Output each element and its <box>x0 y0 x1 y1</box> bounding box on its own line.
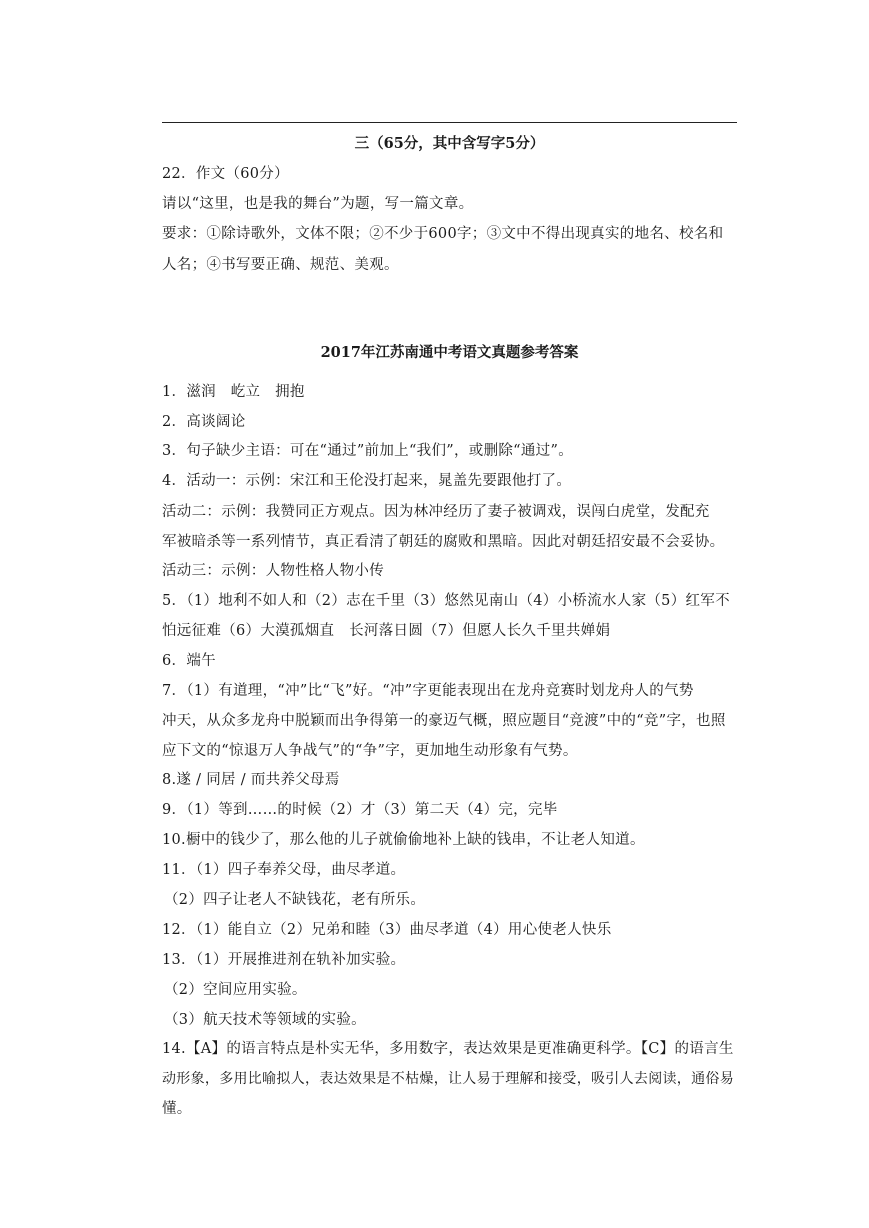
answer-line: 5．（1）地利不如人和（2）志在千里（3）悠然见南山（4）小桥流水人家（5）红军不 <box>162 593 730 609</box>
essay-requirements-line-1: 要求：①除诗歌外，文体不限；②不少于600字；③文中不得出现真实的地名、校名和 <box>162 226 724 242</box>
answer-line: 4．活动一：示例：宋江和王伦没打起来，晁盖先要跟他打了。 <box>162 473 572 489</box>
answer-line: 动形象，多用比喻拟人，表达效果是不枯燥，让人易于理解和接受，吸引人去阅读，通俗易 <box>162 1071 734 1087</box>
answer-line: 14.【A】的语言特点是朴实无华，多用数字，表达效果是更准确更科学。【C】的语言生 <box>162 1041 734 1057</box>
answers-title: 2017年江苏南通中考语文真题参考答案 <box>320 344 579 361</box>
answer-line: 2．高谈阔论 <box>162 414 246 430</box>
answer-line: （2）四子让老人不缺钱花，老有所乐。 <box>164 892 426 908</box>
answer-line: 怕远征难（6）大漠孤烟直 长河落日圆（7）但愿人长久千里共婵娟 <box>162 623 611 639</box>
answer-line: 10.橱中的钱少了，那么他的儿子就偷偷地补上缺的钱串，不让老人知道。 <box>162 832 645 848</box>
answer-line: （2）空间应用实验。 <box>164 982 307 998</box>
answer-line: 应下文的“惊退万人争战气”的“争”字，更加地生动形象有气势。 <box>162 743 578 759</box>
question-22: 22．作文（60分） <box>162 166 289 182</box>
answer-line: 冲天，从众多龙舟中脱颖而出争得第一的豪迈气概，照应题目“竞渡”中的“竞”字，也照 <box>162 713 726 729</box>
answer-line: 活动二：示例：我赞同正方观点。因为林冲经历了妻子被调戏，误闯白虎堂，发配充 <box>162 504 710 520</box>
answer-line: 懂。 <box>162 1101 192 1117</box>
answer-line: 8.遂 / 同居 / 而共养父母焉 <box>162 772 340 788</box>
answer-line: 活动三：示例：人物性格人物小传 <box>162 563 384 579</box>
essay-prompt: 请以“这里，也是我的舞台”为题，写一篇文章。 <box>162 196 474 212</box>
answer-line: 13．（1）开展推进剂在轨补加实验。 <box>162 952 406 968</box>
answer-line: 12．（1）能自立（2）兄弟和睦（3）曲尽孝道（4）用心使老人快乐 <box>162 922 612 938</box>
essay-requirements-line-2: 人名；④书写要正确、规范、美观。 <box>162 257 399 273</box>
answer-line: 7．（1）有道理，“冲”比“飞”好。“冲”字更能表现出在龙舟竞赛时划龙舟人的气势 <box>162 683 694 699</box>
section-heading: 三（65分，其中含写字5分） <box>354 135 545 152</box>
answer-line: 6．端午 <box>162 653 216 669</box>
answer-line: 11．（1）四子奉养父母，曲尽孝道。 <box>162 862 406 878</box>
answer-line: 3．句子缺少主语：可在“通过”前加上“我们”，或删除“通过”。 <box>162 443 573 459</box>
answer-line: 军被暗杀等一系列情节，真正看清了朝廷的腐败和黑暗。因此对朝廷招安最不会妥协。 <box>162 534 725 550</box>
answer-line: 1．滋润 屹立 拥抱 <box>162 384 305 400</box>
horizontal-rule <box>162 122 737 123</box>
answer-line: 9．（1）等到……的时候（2）才（3）第二天（4）完，完毕 <box>162 802 558 818</box>
answer-line: （3）航天技术等领域的实验。 <box>164 1012 366 1028</box>
